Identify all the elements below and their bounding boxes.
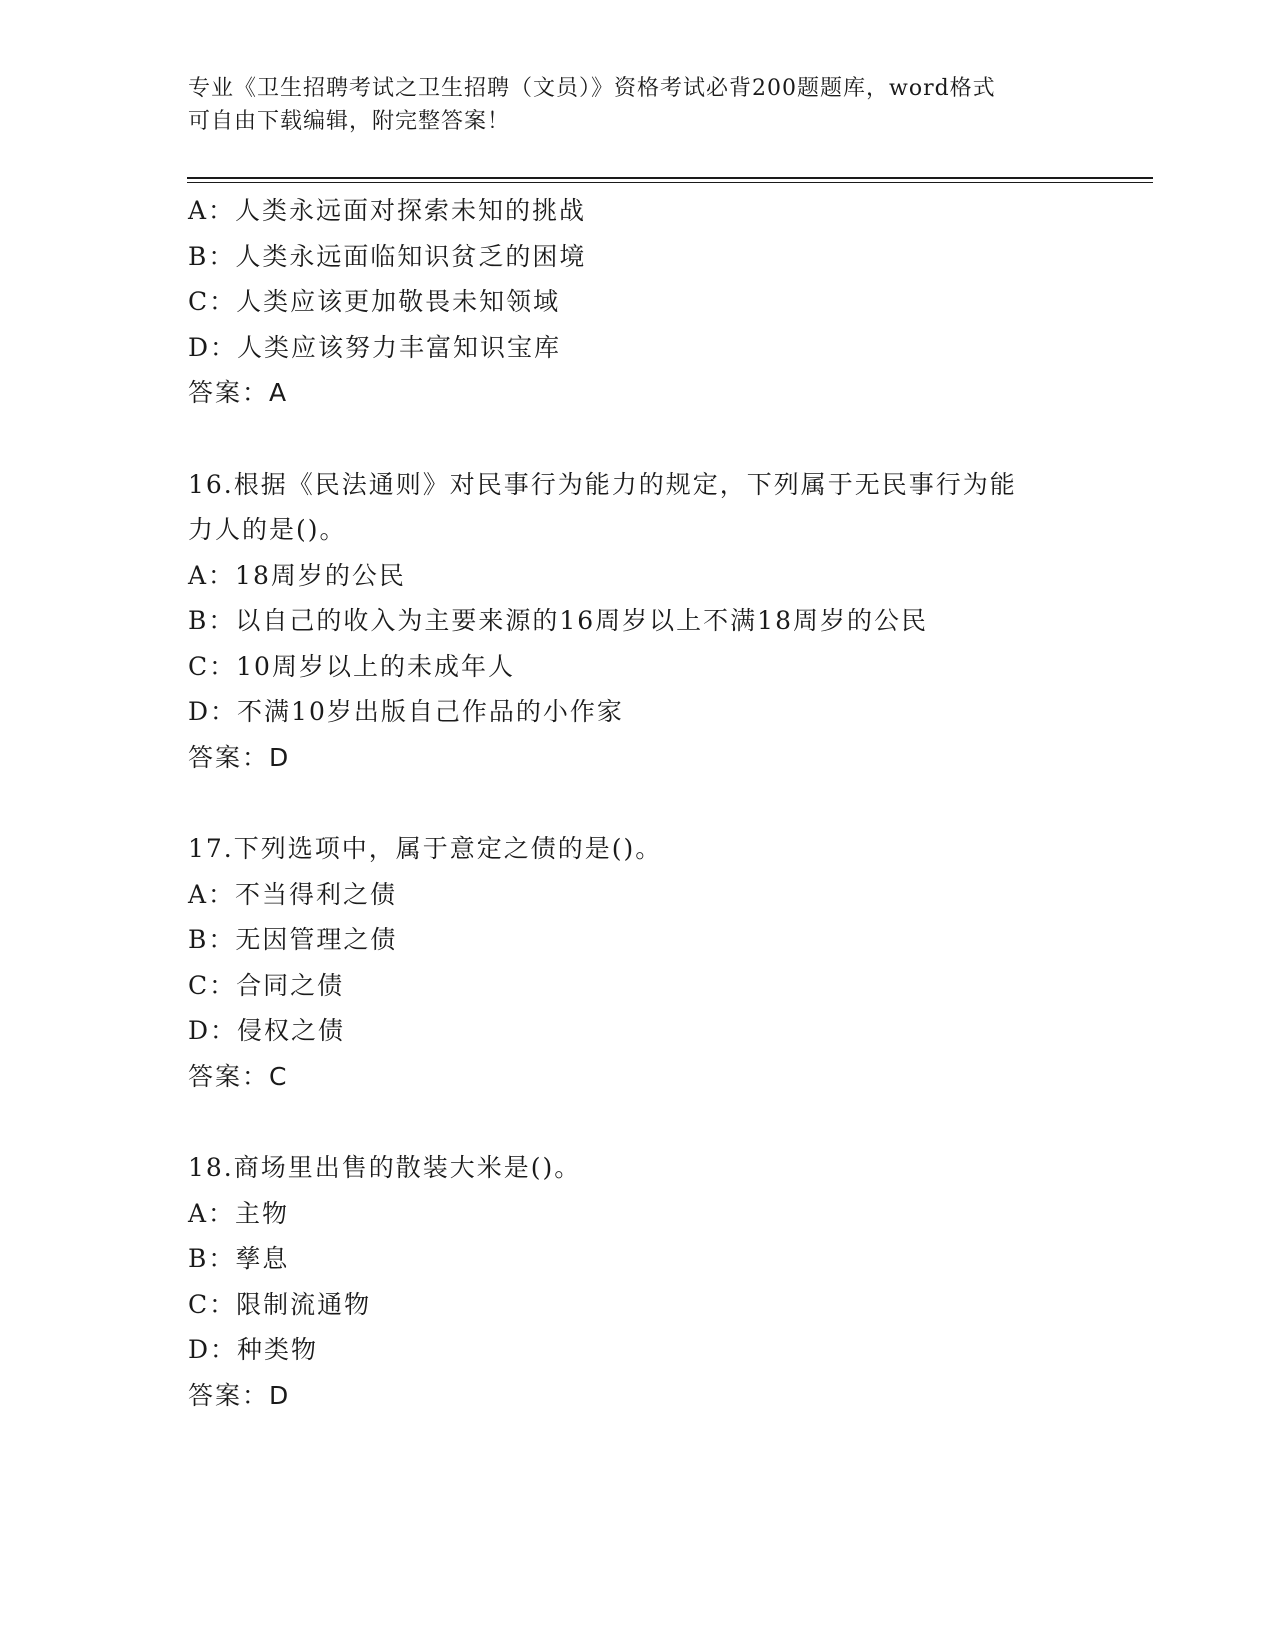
option-d: D：不满10岁出版自己作品的小作家 [188,697,624,726]
option-b: B：以自己的收入为主要来源的16周岁以上不满18周岁的公民 [188,606,928,635]
option-c: C：人类应该更加敬畏未知领域 [188,287,561,316]
option-d: D：人类应该努力丰富知识宝库 [188,332,562,362]
question-17 [188,826,1088,1099]
option-c: C：限制流通物 [188,1289,372,1319]
document-body [188,188,1088,1418]
option-a: A：主物 [188,1198,290,1228]
option-a: A：18周岁的公民 [188,560,406,590]
question-18 [188,1145,1088,1418]
question-stem-line-1: 18.商场里出售的散装大米是()。 [188,1153,582,1182]
option-a: A：不当得利之债 [188,879,398,909]
question-stem-line-1: 17.下列选项中，属于意定之债的是()。 [188,834,663,863]
option-b: B：人类永远面临知识贫乏的困境 [188,241,587,271]
header-rule-thin [187,182,1153,183]
option-d: D：侵权之债 [188,1016,346,1045]
header-line-2: 可自由下载编辑，附完整答案！ [188,109,511,134]
option-b: B：孳息 [188,1244,290,1273]
header-rule-thick [187,177,1153,179]
option-d: D：种类物 [188,1335,319,1364]
spacer [188,1099,1088,1145]
header-line-1: 专业《卫生招聘考试之卫生招聘（文员）》资格考试必背200题题库，word格式 [188,76,996,101]
answer-line: 答案：A [188,378,289,407]
question-16 [188,462,1088,781]
option-c: C：合同之债 [188,970,345,1000]
question-stem-line-1: 16.根据《民法通则》对民事行为能力的规定，下列属于无民事行为能 [188,469,1017,499]
spacer [188,780,1088,826]
document-header [188,72,1088,138]
question-15 [188,188,1088,416]
answer-line: 答案：D [188,742,291,772]
answer-line: 答案：C [188,1061,289,1091]
answer-line: 答案：D [188,1380,291,1410]
option-b: B：无因管理之债 [188,925,398,954]
spacer [188,416,1088,462]
question-stem-line-2: 力人的是()。 [188,515,347,544]
option-a: A：人类永远面对探索未知的挑战 [188,196,587,225]
option-c: C：10周岁以上的未成年人 [188,651,515,681]
